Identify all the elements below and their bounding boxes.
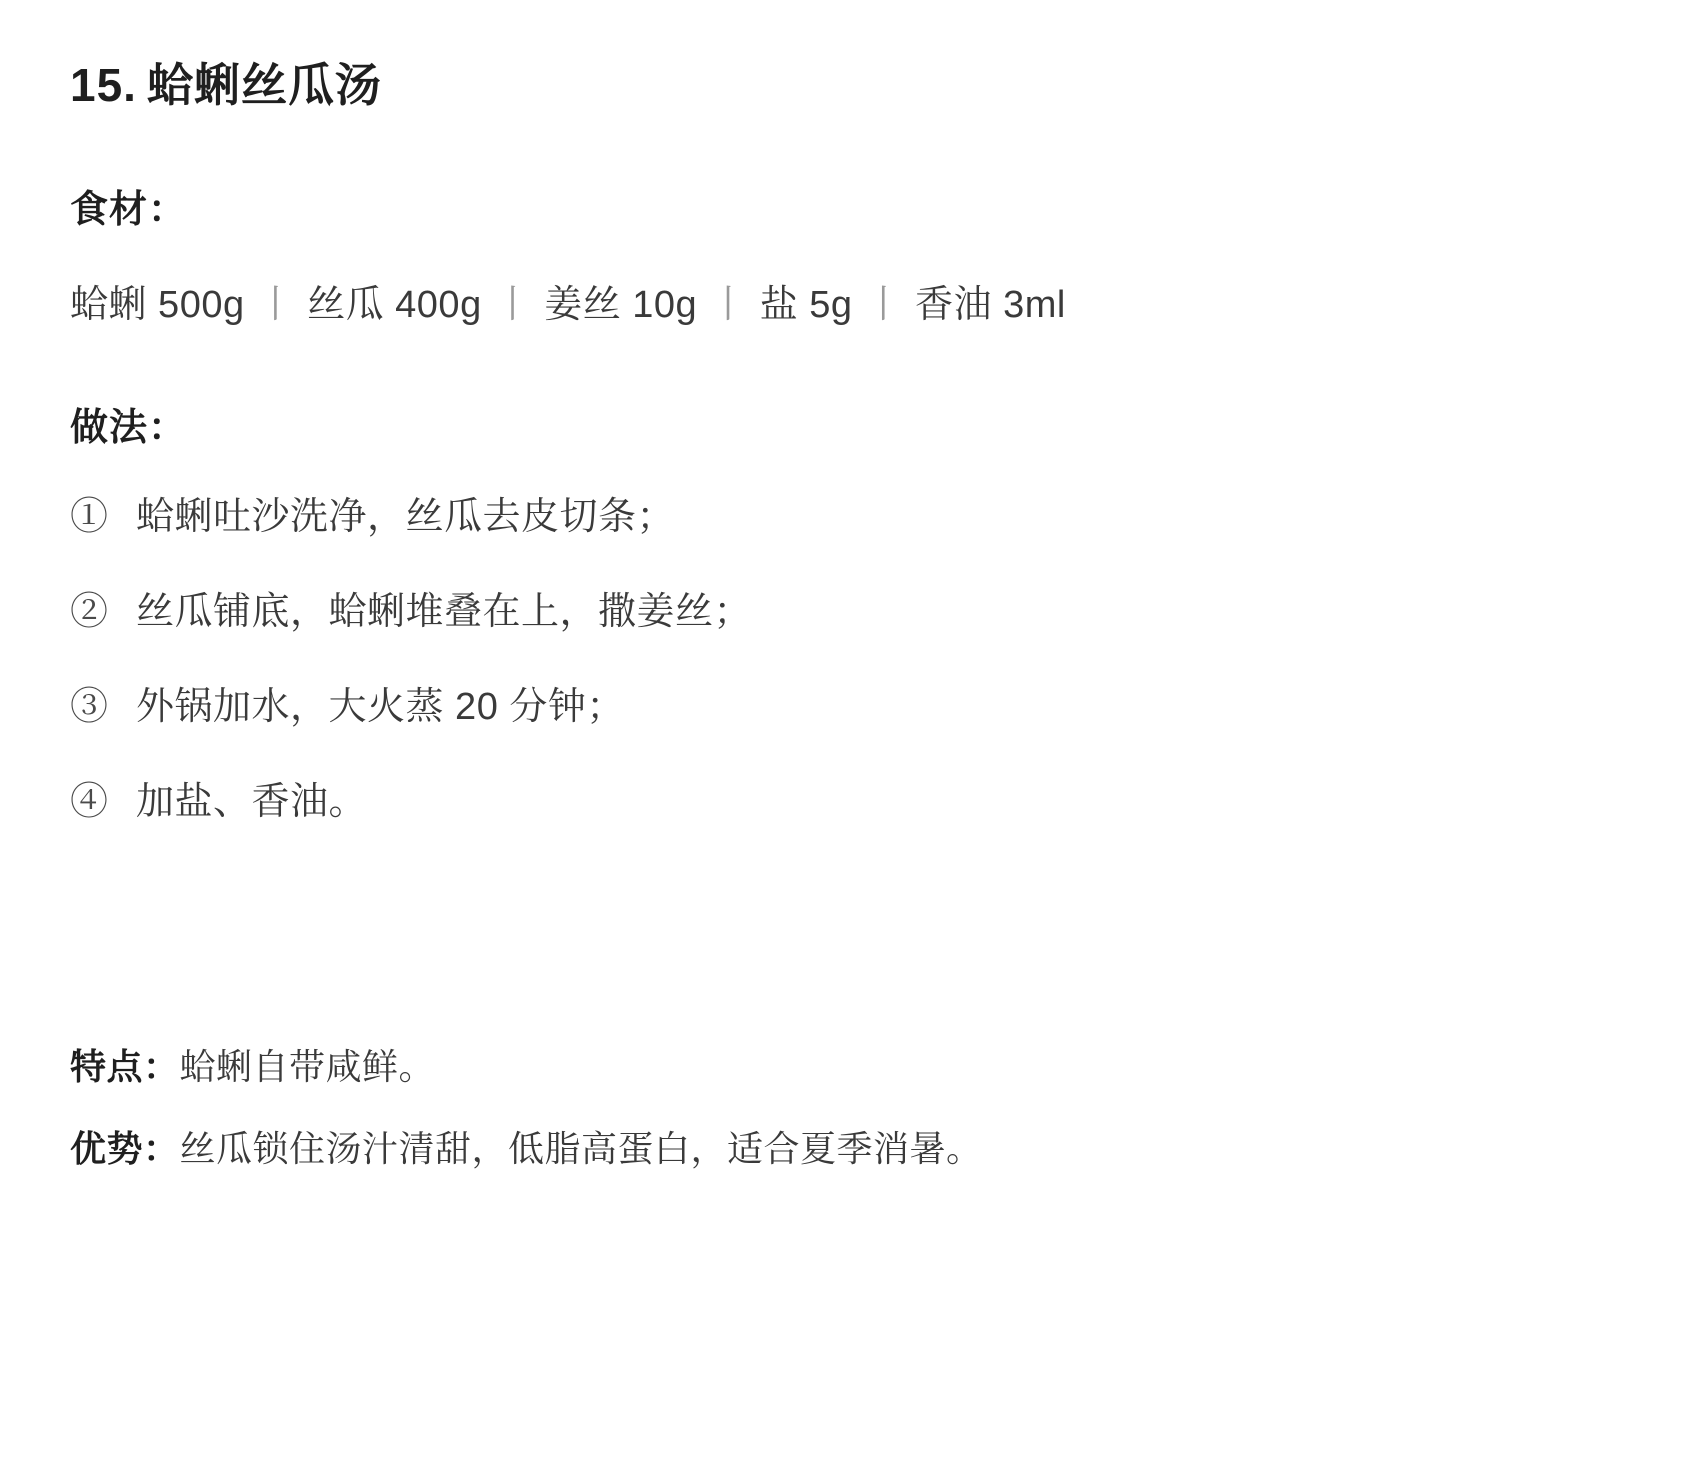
ingredient-item: 香油 3ml bbox=[915, 283, 1066, 326]
benefit-note-label: 优势： bbox=[70, 1127, 180, 1169]
step-marker: ② bbox=[70, 590, 109, 633]
benefit-note-text: 丝瓜锁住汤汁清甜，低脂高蛋白，适合夏季消暑。 bbox=[179, 1127, 983, 1169]
ingredient-item: 盐 5g bbox=[759, 283, 853, 326]
feature-note-text: 蛤蜊自带咸鲜。 bbox=[179, 1045, 436, 1087]
benefit-note bbox=[70, 1123, 1620, 1175]
ingredients-heading: 食材： bbox=[70, 188, 188, 231]
step-marker: ① bbox=[70, 495, 109, 538]
steps-heading: 做法： bbox=[70, 406, 188, 449]
list-item bbox=[70, 679, 1620, 736]
section-spacer bbox=[70, 831, 1620, 1011]
list-item bbox=[70, 774, 1620, 831]
list-item bbox=[70, 584, 1620, 641]
step-text: 蛤蜊吐沙洗净，丝瓜去皮切条； bbox=[136, 495, 676, 538]
ingredient-item: 丝瓜 400g bbox=[307, 283, 482, 326]
ingredient-separator-icon: 丨 bbox=[709, 283, 748, 326]
step-text: 加盐、香油。 bbox=[136, 780, 368, 823]
ingredient-separator-icon: 丨 bbox=[256, 283, 296, 326]
step-marker: ④ bbox=[70, 780, 109, 823]
feature-note-label: 特点： bbox=[70, 1045, 180, 1087]
step-text: 外锅加水，大火蒸 20 分钟； bbox=[136, 685, 625, 728]
ingredient-separator-icon: 丨 bbox=[493, 283, 533, 326]
step-text: 丝瓜铺底，蛤蜊堆叠在上，撒姜丝； bbox=[136, 590, 753, 633]
list-item bbox=[70, 489, 1620, 546]
step-marker: ③ bbox=[70, 685, 109, 728]
steps-list bbox=[70, 489, 1620, 831]
recipe-number: 15. bbox=[70, 59, 137, 111]
ingredient-separator-icon: 丨 bbox=[864, 283, 904, 326]
page-title bbox=[70, 56, 1620, 116]
ingredients-list bbox=[70, 277, 1620, 334]
feature-note bbox=[70, 1041, 1620, 1093]
recipe-title-text: 蛤蜊丝瓜汤 bbox=[146, 59, 382, 111]
ingredient-item: 姜丝 10g bbox=[544, 283, 698, 326]
ingredient-item: 蛤蜊 500g bbox=[70, 283, 245, 326]
